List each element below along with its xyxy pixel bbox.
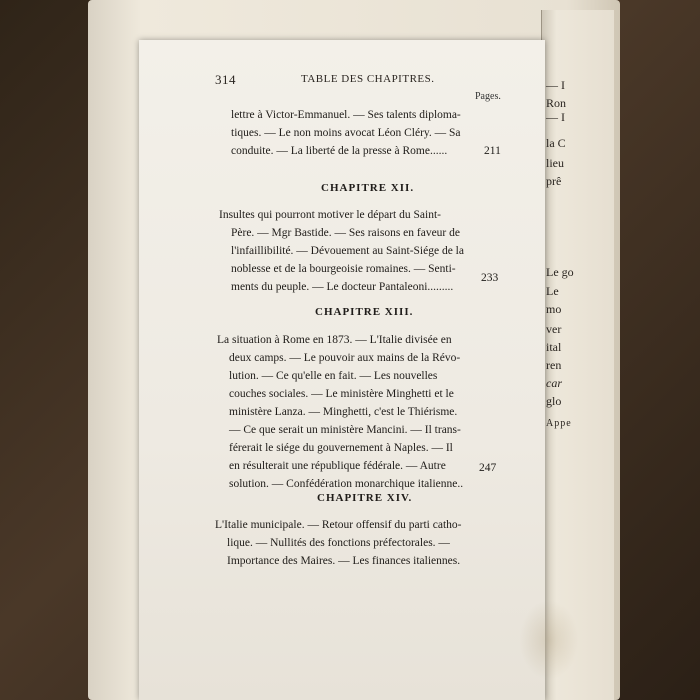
entry-line: conduite. — La liberté de la presse à Rome...... [231,145,448,157]
page-number: 314 [215,72,236,87]
entry-line: lettre à Victor-Emmanuel. — Ses talents diploma- [231,109,461,121]
entry-line: La situation à Rome en 1873. — L'Italie divisée en [217,334,452,346]
facing-text: car [546,376,562,390]
facing-text: la C [546,136,566,150]
entry-line: Importance des Maires. — Les finances italiennes. [227,555,461,567]
entry-page-number: 233 [481,272,499,284]
entry-line: en résulterait une république fédérale. — Autre [229,460,446,472]
entry-line: Insultes qui pourront motiver le départ du Saint- [219,209,441,221]
toc-entry [215,516,495,570]
chapter-heading: CHAPITRE XIV. [317,492,413,504]
entry-line: lution. — Ce qu'elle en fait. — Les nouvelles [229,370,438,382]
entry-line: lique. — Nullités des fonctions préfectorales. — [227,537,450,549]
facing-text: Ron [546,96,567,110]
facing-text: ren [546,358,562,372]
entry-line: l'infaillibilité. — Dévouement au Saint-Siége de la [231,245,464,257]
entry-line: ments du peuple. — Le docteur Pantaleoni......... [231,281,454,293]
chapter-heading: CHAPITRE XII. [321,182,415,194]
entry-page-number: 247 [479,462,497,474]
facing-text: — I [546,78,565,92]
toc-entry [217,331,493,493]
toc-entry [219,206,489,296]
facing-text: Le [546,284,559,298]
facing-text: mo [546,302,562,316]
facing-text: lieu [546,156,564,170]
entry-line: — Ce que serait un ministère Mancini. — Il trans- [229,424,461,436]
entry-line: Père. — Mgr Bastide. — Ses raisons en faveur de [231,227,460,239]
entry-line: deux camps. — Le pouvoir aux mains de la Révo- [229,352,461,364]
facing-text: prê [546,174,562,188]
entry-page-number: 211 [484,145,501,157]
entry-line: férerait le siége du gouvernement à Naples. — Il [229,442,453,454]
pages-column-label: Pages. [475,91,501,102]
running-head: TABLE DES CHAPITRES. [301,73,435,85]
entry-line: ministère Lanza. — Minghetti, c'est le Thiérisme. [229,406,458,418]
facing-text: Appe [546,418,572,429]
facing-text: — I [546,110,565,124]
entry-line: noblesse et de la bourgeoisie romaines. — Senti- [231,263,456,275]
book-page [139,40,545,700]
entry-line: L'Italie municipale. — Retour offensif du parti catho- [215,519,462,531]
facing-text: ital [546,340,562,354]
facing-text: glo [546,394,562,408]
toc-entry [231,106,501,160]
facing-page [541,10,614,700]
facing-text: ver [546,322,562,336]
facing-text: Le go [546,265,574,279]
chapter-heading: CHAPITRE XIII. [315,306,414,318]
entry-line: solution. — Confédération monarchique italienne.. [229,478,464,490]
entry-line: couches sociales. — Le ministère Minghetti et le [229,388,454,400]
entry-line: tiques. — Le non moins avocat Léon Cléry. — Sa [231,127,461,139]
